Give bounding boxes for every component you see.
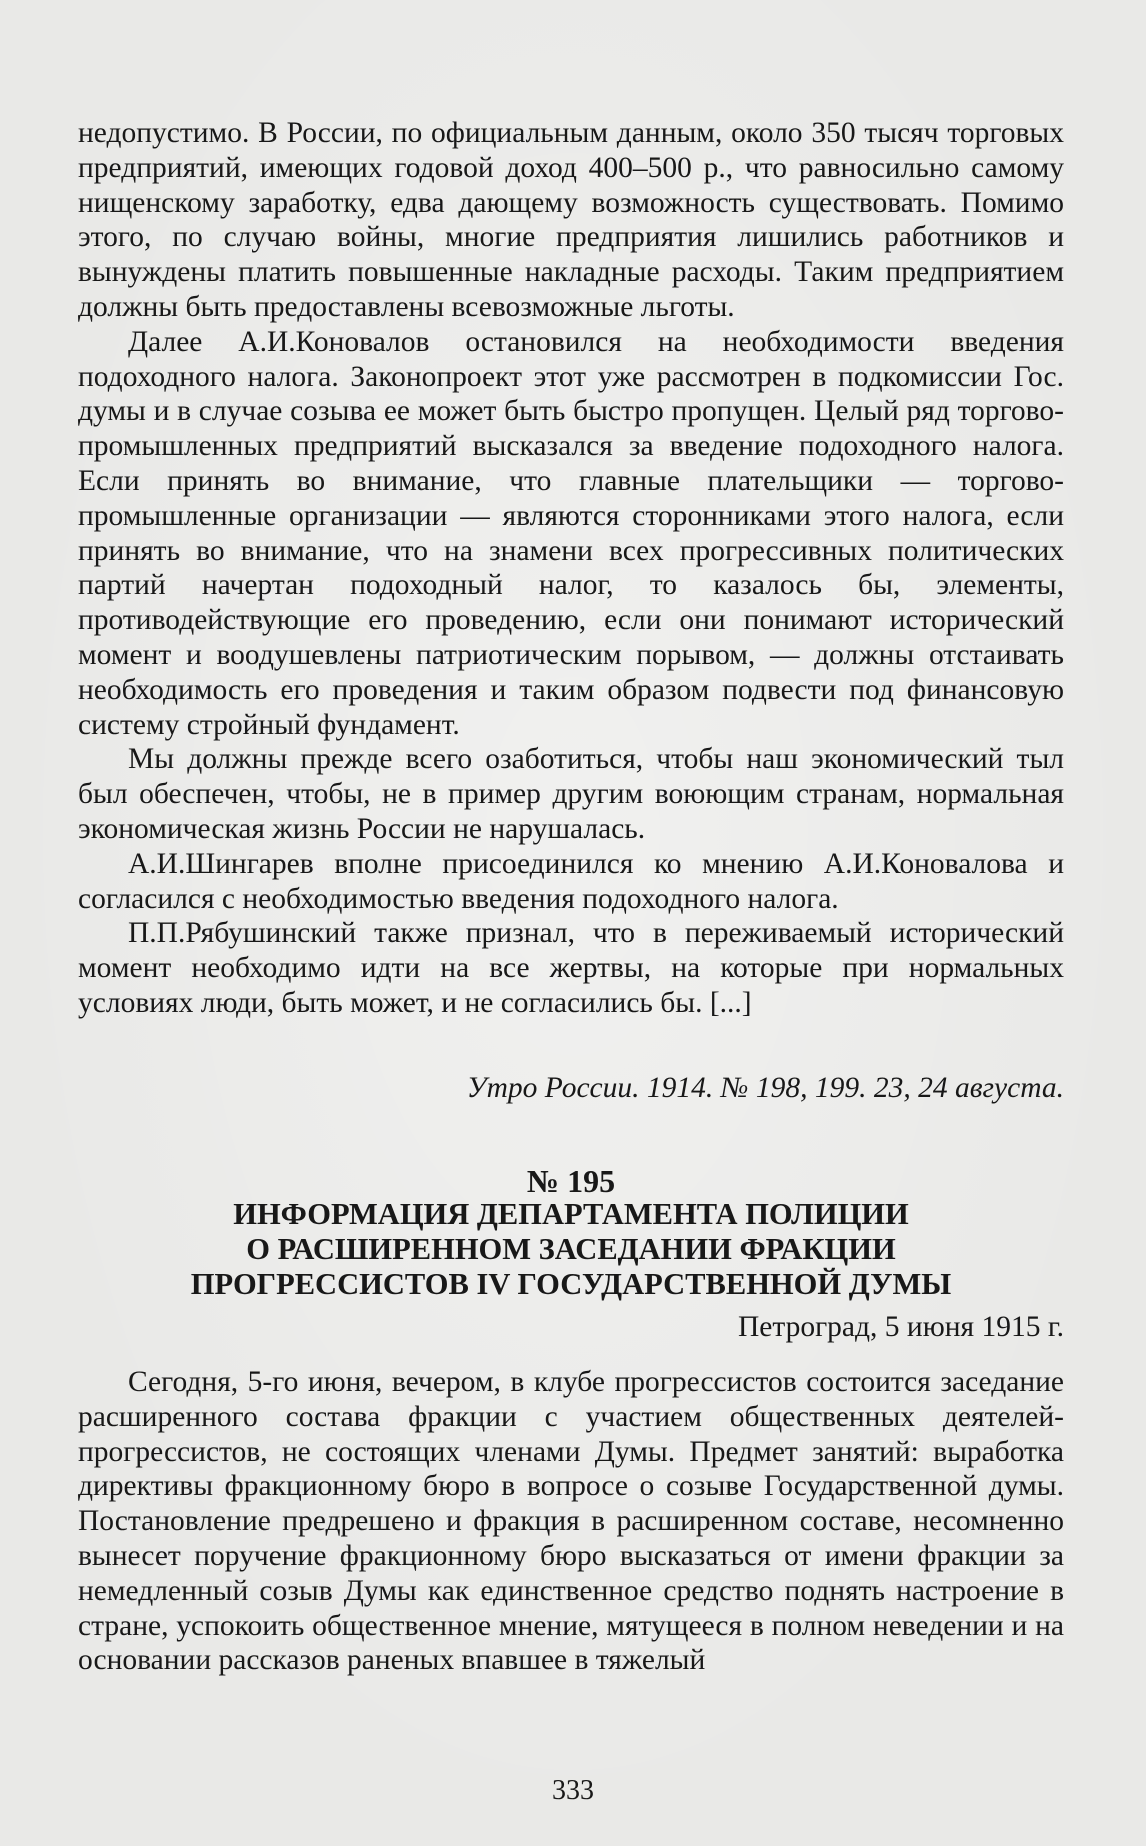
paragraph-session-info: Сегодня, 5-го июня, вечером, в клубе прогрессистов состоится заседание расширенного состава фракции с участием общественных деятелей-прогрессистов, не состоящих членами Думы. Предмет занятий: выработка директивы фракционному бюро в вопросе о созыве Государственной думы. Постановление предрешено и фракция в расширенном составе, несомненно вынесет поручение фракционному бюро высказаться от имени фракции за немедленный созыв Думы как единственное средство поднять настроение в стране, успокоить общественное мнение, мятущееся в полном неведении и на основании рассказов раненых впавшее в тяжелый — [78, 1366, 1064, 1677]
paragraph-ryabushinsky: П.П.Рябушинский также признал, что в переживаемый исторический момент необходимо идти на все жертвы, на которые при нормальных условиях люди, быть может, и не согласились бы. [...] — [78, 917, 1064, 1019]
document-title-line: ИНФОРМАЦИЯ ДЕПАРТАМЕНТА ПОЛИЦИИ — [233, 1197, 909, 1231]
document-place-date: Петроград, 5 июня 1915 г. — [737, 1311, 1064, 1343]
body-text-top — [78, 116, 1064, 1021]
page-number: 333 — [552, 1775, 594, 1806]
document-title-line: О РАСШИРЕННОМ ЗАСЕДАНИИ ФРАКЦИИ — [246, 1232, 896, 1266]
document-title-line: ПРОГРЕССИСТОВ IV ГОСУДАРСТВЕННОЙ ДУМЫ — [190, 1267, 952, 1301]
paragraph-konovalov-income-tax: Далее А.И.Коновалов остановился на необходимости введения подоходного налога. Законопроект этот уже рассмотрен в подкомиссии Гос. думы и в случае созыва ее может быть быстро пропущен. Целый ряд торгово-промышленных предприятий высказался за введение подоходного налога. Если принять во внимание, что главные плательщики — торгово-промышленные организации — являются сторонниками этого налога, если принять во внимание, что на знамени всех прогрессивных политических партий начертан подоходный налог, то казалось бы, элементы, противодействующие его проведению, если они понимают исторический момент и воодушевлены патриотическим порывом, — должны отстаивать необходимость его проведения и таким образом подвести под финансовую систему стройный фундамент. — [78, 325, 1064, 741]
source-citation: Утро России. 1914. № 198, 199. 23, 24 августа. — [466, 1072, 1064, 1104]
document-number: № 195 — [526, 1163, 616, 1199]
body-text-bottom — [78, 1365, 1064, 1678]
paragraph-continued: недопустимо. В России, по официальным данным, около 350 тысяч торговых предприятий, имеющих годовой доход 400–500 р., что равносильно самому нищенскому заработку, едва дающему возможность существовать. Помимо этого, по случаю войны, многие предприятия лишились работников и вынуждены платить повышенные накладные расходы. Таким предприятием должны быть предоставлены всевозможные льготы. — [78, 117, 1064, 323]
paragraph-economic-rear: Мы должны прежде всего озаботиться, чтобы наш экономический тыл был обеспечен, чтобы, не в пример другим воюющим странам, нормальная экономическая жизнь России не нарушалась. — [78, 743, 1064, 845]
paragraph-shingarev: А.И.Шингарев вполне присоединился ко мнению А.И.Коновалова и согласился с необходимостью введения подоходного налога. — [78, 847, 1064, 915]
document-title — [78, 1197, 1064, 1302]
